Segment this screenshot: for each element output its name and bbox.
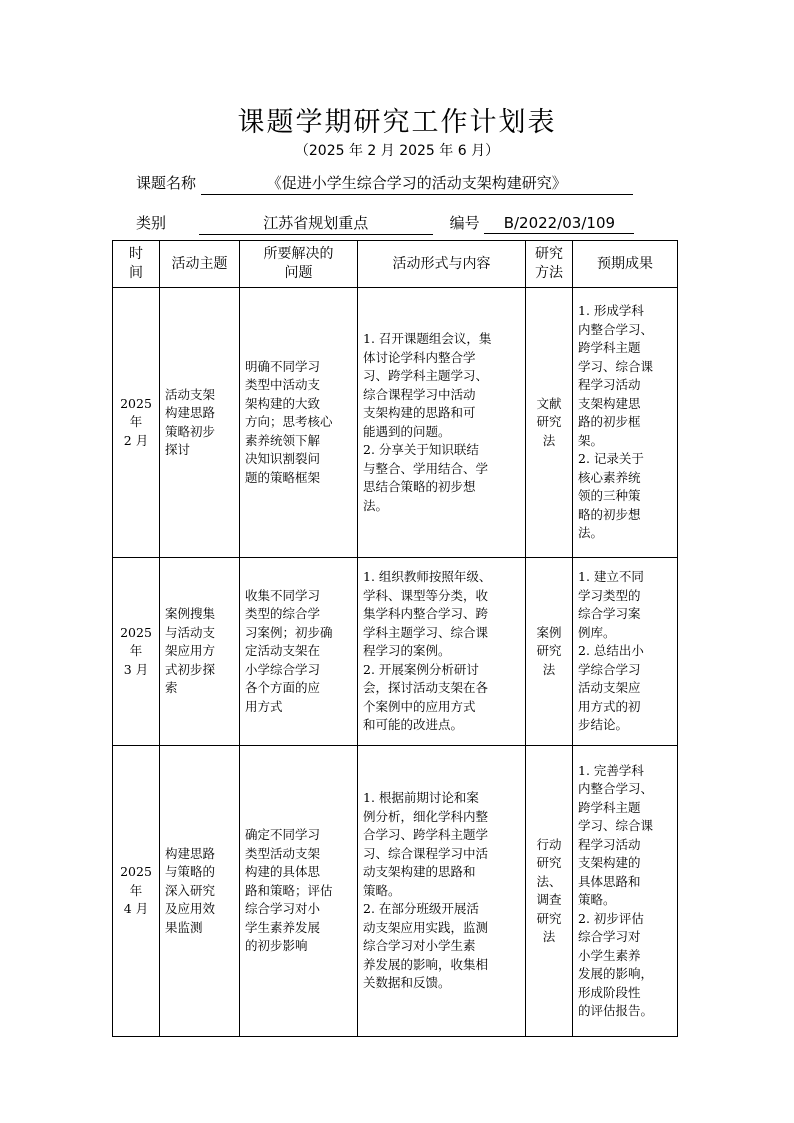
row-outcome: 1. 建立不同 学习类型的 综合学习案 例库。 2. 总结出小 学综合学习 活动支架应 用方式的初 步结论。 xyxy=(573,558,678,746)
category-label: 类别 xyxy=(136,214,167,232)
plan-table xyxy=(112,240,678,1037)
row-time: 2025 年 2 月 xyxy=(113,288,160,558)
project-name-row xyxy=(136,172,633,195)
header-problem: 所要解决的 问题 xyxy=(240,241,358,288)
row-content: 1. 组织教师按照年级、 学科、课型等分类，收 集学科内整合学习、跨 学科主题学习、综合课 程学习的案例。 2. 开展案例分析研讨 会，探讨活动支架在各 个案例中的应用方式 和可能的改进点。 xyxy=(358,558,526,746)
row-outcome: 1. 完善学科 内整合学习、 跨学科主题 学习、综合课 程学习活动 支架构建的 具体思路和 策略。 2. 初步评估 综合学习对 小学生素养 发展的影响， 形成阶段性 的评估报告。 xyxy=(573,746,678,1037)
row-theme: 案例搜集 与活动支 架应用方 式初步探 索 xyxy=(160,558,240,746)
document-period: （2025 年 2 月 2025 年 6 月） xyxy=(294,143,500,159)
row-method: 行动 研究 法、 调查 研究 法 xyxy=(526,746,573,1037)
row-problem: 确定不同学习 类型活动支架 构建的具体思 路和策略；评估 综合学习对小 学生素养发展 的初步影响 xyxy=(240,746,358,1037)
header-method: 研究 方法 xyxy=(526,241,573,288)
row-outcome: 1. 形成学科 内整合学习、 跨学科主题 学习、综合课 程学习活动 支架构建思 路的初步框 架。 2. 记录关于 核心素养统 领的三种策 略的初步想 法。 xyxy=(573,288,678,558)
row-method: 文献 研究 法 xyxy=(526,288,573,558)
category-row xyxy=(136,212,634,235)
table-header-row xyxy=(113,241,678,288)
category-value: 江苏省规划重点 xyxy=(199,212,433,235)
row-time: 2025 年 3 月 xyxy=(113,558,160,746)
header-time: 时 间 xyxy=(113,241,160,288)
number-label: 编号 xyxy=(449,214,480,232)
header-outcome: 预期成果 xyxy=(573,241,678,288)
row-theme: 活动支架 构建思路 策略初步 探讨 xyxy=(160,288,240,558)
row-theme: 构建思路 与策略的 深入研究 及应用效 果监测 xyxy=(160,746,240,1037)
table-row xyxy=(113,558,678,746)
row-time: 2025 年 4 月 xyxy=(113,746,160,1037)
header-theme: 活动主题 xyxy=(160,241,240,288)
row-content: 1. 根据前期讨论和案 例分析，细化学科内整 合学习、跨学科主题学 习、综合课程学习中活 动支架构建的思路和 策略。 2. 在部分班级开展活 动支架应用实践，监测 综合学习对小学生素 养发展的影响，收集相 关数据和反馈。 xyxy=(358,746,526,1037)
table-row xyxy=(113,288,678,558)
header-content: 活动形式与内容 xyxy=(358,241,526,288)
number-value: B/2022/03/109 xyxy=(484,214,634,234)
row-problem: 明确不同学习 类型中活动支 架构建的大致 方向；思考核心 素养统领下解 决知识割裂问 题的策略框架 xyxy=(240,288,358,558)
row-content: 1. 召开课题组会议，集 体讨论学科内整合学 习、跨学科主题学习、 综合课程学习中活动 支架构建的思路和可 能遇到的问题。 2. 分享关于知识联结 与整合、学用结合、学 思结合策略的初步想 法。 xyxy=(358,288,526,558)
table-row xyxy=(113,746,678,1037)
row-problem: 收集不同学习 类型的综合学 习案例；初步确 定活动支架在 小学综合学习 各个方面的应 用方式 xyxy=(240,558,358,746)
document-title: 课题学期研究工作计划表 xyxy=(237,107,557,138)
project-name-value: 《促进小学生综合学习的活动支架构建研究》 xyxy=(201,172,633,195)
row-method: 案例 研究 法 xyxy=(526,558,573,746)
project-name-label: 课题名称 xyxy=(136,174,197,192)
